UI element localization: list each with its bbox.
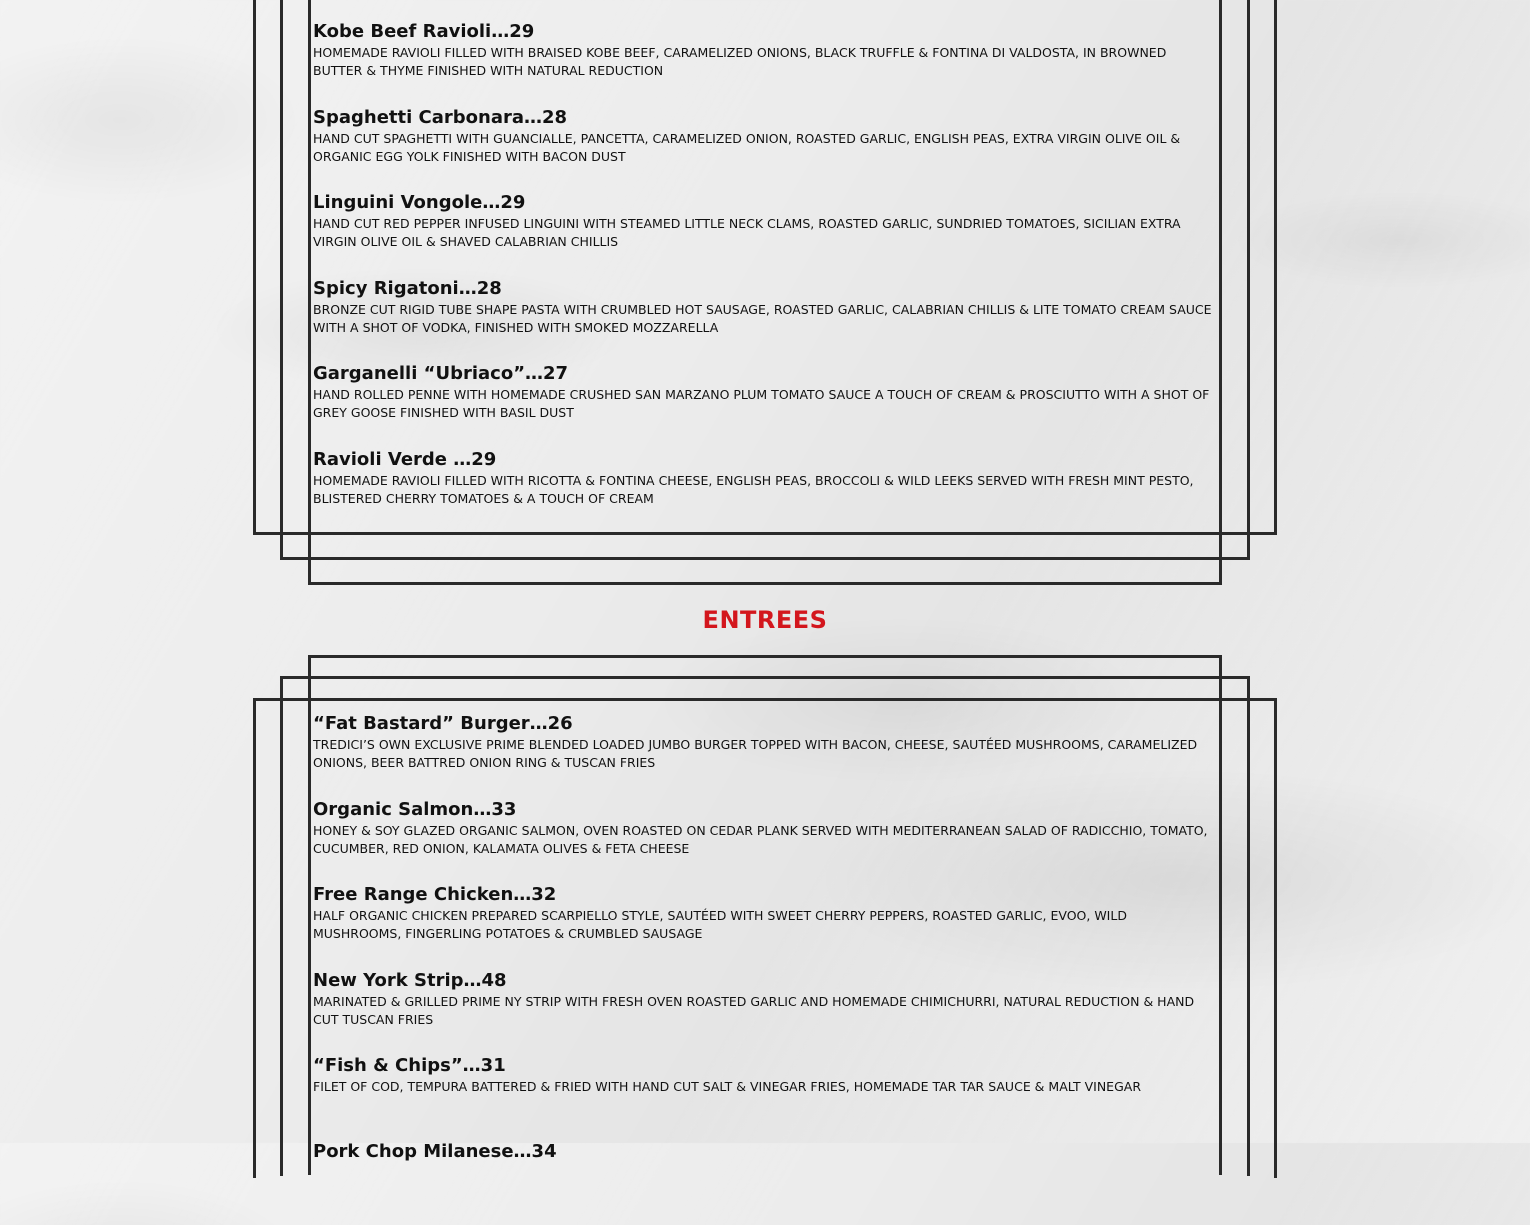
menu-item: [313, 1054, 1218, 1140]
menu-item: [313, 883, 1218, 969]
item-description: HALF ORGANIC CHICKEN PREPARED SCARPIELLO STYLE, SAUTÉED WITH SWEET CHERRY PEPPERS, ROASTED GARLIC, EVOO, WILD MUSHROOMS, FINGERLING POTATOES & CRUMBLED SAUSAGE: [313, 907, 1218, 943]
entrees-menu-list: [313, 712, 1218, 1225]
menu-item: [313, 362, 1218, 448]
item-name: Organic Salmon…33: [313, 798, 1218, 822]
item-name: Free Range Chicken…32: [313, 883, 1218, 907]
item-name: New York Strip…48: [313, 969, 1218, 993]
menu-item: [313, 712, 1218, 798]
item-description: HOMEMADE RAVIOLI FILLED WITH BRAISED KOBE BEEF, CARAMELIZED ONIONS, BLACK TRUFFLE & FONTINA DI VALDOSTA, IN BROWNED BUTTER & THYME FINISHED WITH NATURAL REDUCTION: [313, 44, 1218, 80]
item-name: Kobe Beef Ravioli…29: [313, 20, 1218, 44]
item-description: MARINATED & GRILLED PRIME NY STRIP WITH FRESH OVEN ROASTED GARLIC AND HOMEMADE CHIMICHURRI, NATURAL REDUCTION & HAND CUT TUSCAN FRIES: [313, 993, 1218, 1029]
menu-item: [313, 191, 1218, 277]
item-name: Spaghetti Carbonara…28: [313, 106, 1218, 130]
menu-item: [313, 969, 1218, 1055]
item-name: Ravioli Verde …29: [313, 448, 1218, 472]
item-name: Linguini Vongole…29: [313, 191, 1218, 215]
item-description: HAND CUT SPAGHETTI WITH GUANCIALLE, PANCETTA, CARAMELIZED ONION, ROASTED GARLIC, ENGLISH PEAS, EXTRA VIRGIN OLIVE OIL & ORGANIC EGG YOLK FINISHED WITH BACON DUST: [313, 130, 1218, 166]
item-name: Garganelli “Ubriaco”…27: [313, 362, 1218, 386]
menu-item: [313, 277, 1218, 363]
item-description: HONEY & SOY GLAZED ORGANIC SALMON, OVEN ROASTED ON CEDAR PLANK SERVED WITH MEDITERRANEAN SALAD OF RADICCHIO, TOMATO, CUCUMBER, RED ONION, KALAMATA OLIVES & FETA CHEESE: [313, 822, 1218, 858]
item-description: HAND ROLLED PENNE WITH HOMEMADE CRUSHED SAN MARZANO PLUM TOMATO SAUCE A TOUCH OF CREAM & PROSCIUTTO WITH A SHOT OF GREY GOOSE FINISHED WITH BASIL DUST: [313, 386, 1218, 422]
item-description: TREDICI’S OWN EXCLUSIVE PRIME BLENDED LOADED JUMBO BURGER TOPPED WITH BACON, CHEESE, SAUTÉED MUSHROOMS, CARAMELIZED ONIONS, BEER BATTRED ONION RING & TUSCAN FRIES: [313, 736, 1218, 772]
item-name: Pork Chop Milanese…34: [313, 1140, 1218, 1164]
menu-item: [313, 798, 1218, 884]
menu-item: [313, 20, 1218, 106]
item-description: HAND CUT RED PEPPER INFUSED LINGUINI WITH STEAMED LITTLE NECK CLAMS, ROASTED GARLIC, SUNDRIED TOMATOES, SICILIAN EXTRA VIRGIN OLIVE OIL & SHAVED CALABRIAN CHILLIS: [313, 215, 1218, 251]
item-description: FILET OF COD, TEMPURA BATTERED & FRIED WITH HAND CUT SALT & VINEGAR FRIES, HOMEMADE TAR TAR SAUCE & MALT VINEGAR: [313, 1078, 1218, 1096]
item-description: BRONZE CUT RIGID TUBE SHAPE PASTA WITH CRUMBLED HOT SAUSAGE, ROASTED GARLIC, CALABRIAN CHILLIS & LITE TOMATO CREAM SAUCE WITH A SHOT OF VODKA, FINISHED WITH SMOKED MOZZARELLA: [313, 301, 1218, 337]
item-name: “Fish & Chips”…31: [313, 1054, 1218, 1078]
item-description: HOMEMADE RAVIOLI FILLED WITH RICOTTA & FONTINA CHEESE, ENGLISH PEAS, BROCCOLI & WILD LEEKS SERVED WITH FRESH MINT PESTO, BLISTERED CHERRY TOMATOES & A TOUCH OF CREAM: [313, 472, 1218, 508]
pasta-menu-list: [313, 20, 1218, 533]
item-name: “Fat Bastard” Burger…26: [313, 712, 1218, 736]
menu-item: [313, 106, 1218, 192]
menu-item: [313, 1140, 1218, 1225]
menu-item: [313, 448, 1218, 534]
item-name: Spicy Rigatoni…28: [313, 277, 1218, 301]
section-heading-entrees: ENTREES: [0, 604, 1530, 636]
